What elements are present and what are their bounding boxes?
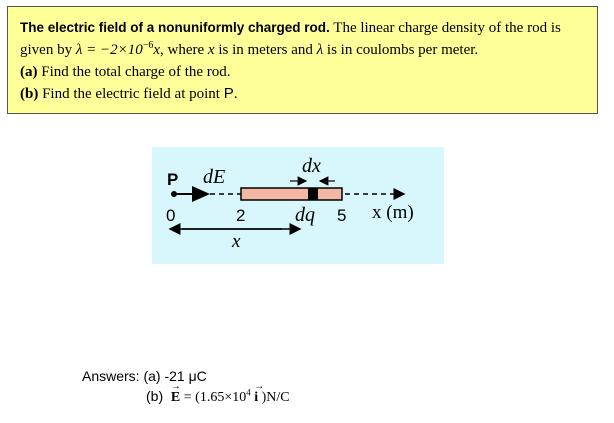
problem-title: The electric field of a nonuniformly charged rod. [20,20,330,35]
tick-0-label: 0 [166,206,176,225]
answer-b [82,386,290,408]
problem-line-2 [20,39,585,61]
problem-given-text: given by [20,42,76,58]
problem-line-1 [20,17,585,39]
part-a-text: Find the total charge of the rod. [37,64,231,80]
i-unit-vector: → i [254,388,258,408]
dE-label: dE [203,166,226,188]
part-a [20,61,585,83]
dq-label: dq [295,204,315,226]
problem-intro: The linear charge density of the rod is [329,20,561,36]
part-b-text: Find the electric field at point [38,86,224,102]
lambda-exponent: −6 [142,40,154,51]
answer-b-units: )N/C [261,390,290,405]
charge-element [308,188,318,200]
answer-a-value: -21 μC [160,368,207,384]
tick-2-label: 2 [236,206,246,225]
answer-a-label: (a) [143,368,161,384]
axis-label: x (m) [372,202,414,223]
dE-arrow-head [192,186,210,202]
dx-label: dx [302,155,321,177]
answer-b-exponent: 4 [246,387,251,398]
problem-statement [7,6,598,114]
x-variable: x [207,42,215,58]
problem-where-text: , where [160,42,208,58]
part-a-label: (a) [20,64,38,80]
part-b [20,83,585,105]
answers-label: Answers: [82,368,140,384]
E-vector-symbol: → E [171,388,180,408]
part-b-end: . [233,86,238,102]
rod-diagram-svg [152,147,444,264]
answer-b-equals: = ( [180,390,200,405]
answer-b-label: (b) [146,388,164,404]
lambda-symbol: λ [316,42,324,58]
lambda-variable: x [153,42,161,58]
answers [82,366,290,408]
problem-units-text-2: is in coulombs per meter. [323,42,479,58]
rod-diagram [152,147,444,264]
answer-b-coefficient: 1.65×10 [199,390,247,405]
answer-b-expression [170,387,290,405]
distance-x-label: x [232,231,241,252]
problem-units-text: is in meters and [214,42,317,58]
tick-5-label: 5 [337,206,347,225]
point-p-label: P [167,170,179,189]
part-b-label: (b) [20,86,39,102]
part-b-point: P [223,85,234,102]
charged-rod [241,188,342,200]
lambda-expression: λ = −2×10 [75,42,143,58]
